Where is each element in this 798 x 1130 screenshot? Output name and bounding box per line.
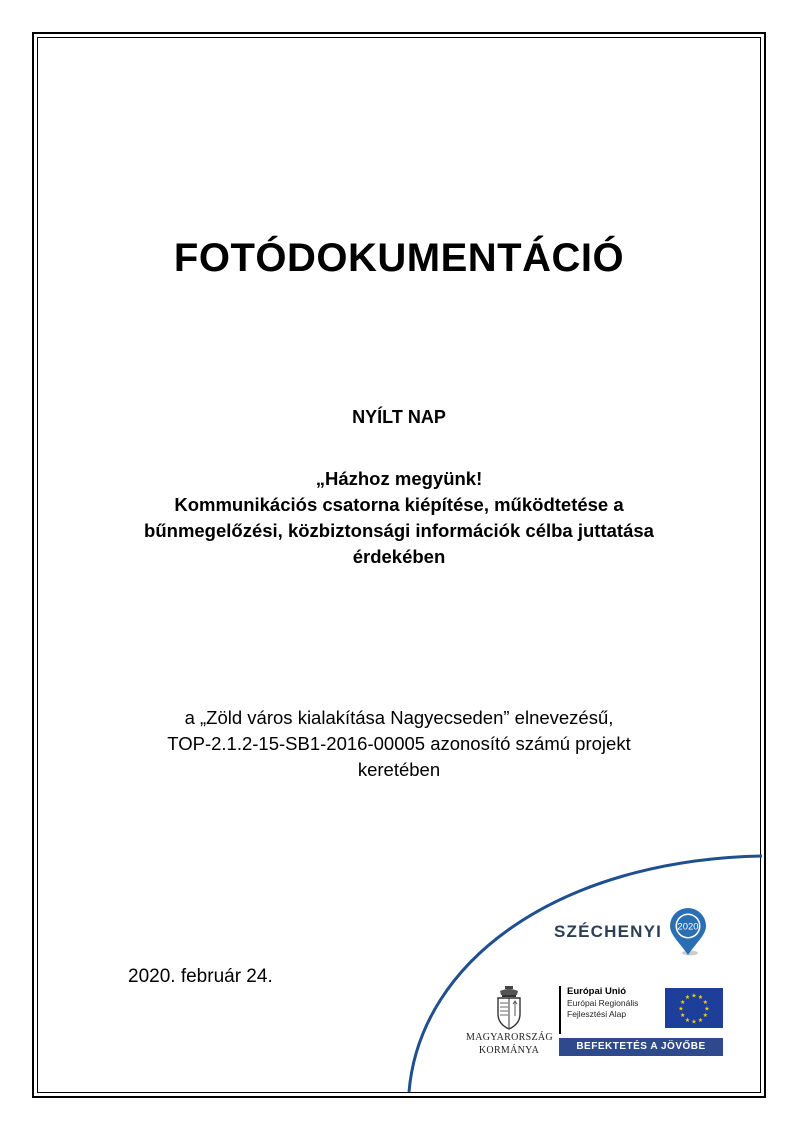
gov-name-line2: KORMÁNYA: [478, 1045, 540, 1056]
szechenyi-logo: [554, 907, 708, 957]
quote-line: „Házhoz megyünk!: [315, 468, 483, 489]
svg-text:★: ★: [702, 1012, 708, 1019]
befektetes-banner: BEFEKTETÉS A JÖVŐBE: [559, 1038, 723, 1056]
svg-text:★: ★: [678, 1005, 684, 1013]
document-subtitle: NYÍLT NAP: [352, 407, 446, 427]
location-pin-icon: [668, 907, 708, 957]
szechenyi-badge: 2020: [677, 921, 699, 933]
government-logo: [466, 986, 552, 1056]
document-title: FOTÓDOKUMENTÁCIÓ: [173, 236, 625, 280]
svg-text:★: ★: [691, 1018, 697, 1026]
eu-line3: Fejlesztési Alap: [567, 1009, 627, 1019]
eu-flag-icon: [665, 988, 723, 1028]
svg-text:★: ★: [697, 1016, 704, 1024]
project-line: a „Zöld város kialakítása Nagyecseden” elnevezésű,: [184, 707, 614, 728]
eu-text-block: [559, 986, 663, 1034]
svg-text:★: ★: [684, 1016, 691, 1024]
quote-line: érdekében: [352, 546, 446, 567]
gov-name-line1: MAGYARORSZÁG: [466, 1032, 553, 1043]
svg-text:★: ★: [702, 999, 708, 1006]
project-line: TOP-2.1.2-15-SB1-2016-00005 azonosító számú projekt: [167, 733, 631, 754]
document-date: 2020. február 24.: [128, 966, 273, 987]
svg-text:★: ★: [691, 992, 697, 1000]
coat-of-arms-icon: [494, 986, 524, 1030]
svg-text:★: ★: [684, 994, 691, 1002]
eu-line2: Európai Regionális: [567, 998, 639, 1008]
svg-text:★: ★: [680, 999, 686, 1006]
project-line: keretében: [357, 759, 441, 780]
svg-text:★: ★: [680, 1012, 686, 1019]
szechenyi-label: SZÉCHENYI: [554, 922, 663, 941]
quote-line: bűnmegelőzési, közbiztonsági információk célba juttatása: [144, 520, 654, 541]
eu-line1: Európai Unió: [567, 986, 627, 997]
svg-text:★: ★: [704, 1005, 710, 1013]
svg-text:★: ★: [697, 994, 704, 1002]
quote-line: Kommunikációs csatorna kiépítése, működtetése a: [174, 494, 624, 515]
